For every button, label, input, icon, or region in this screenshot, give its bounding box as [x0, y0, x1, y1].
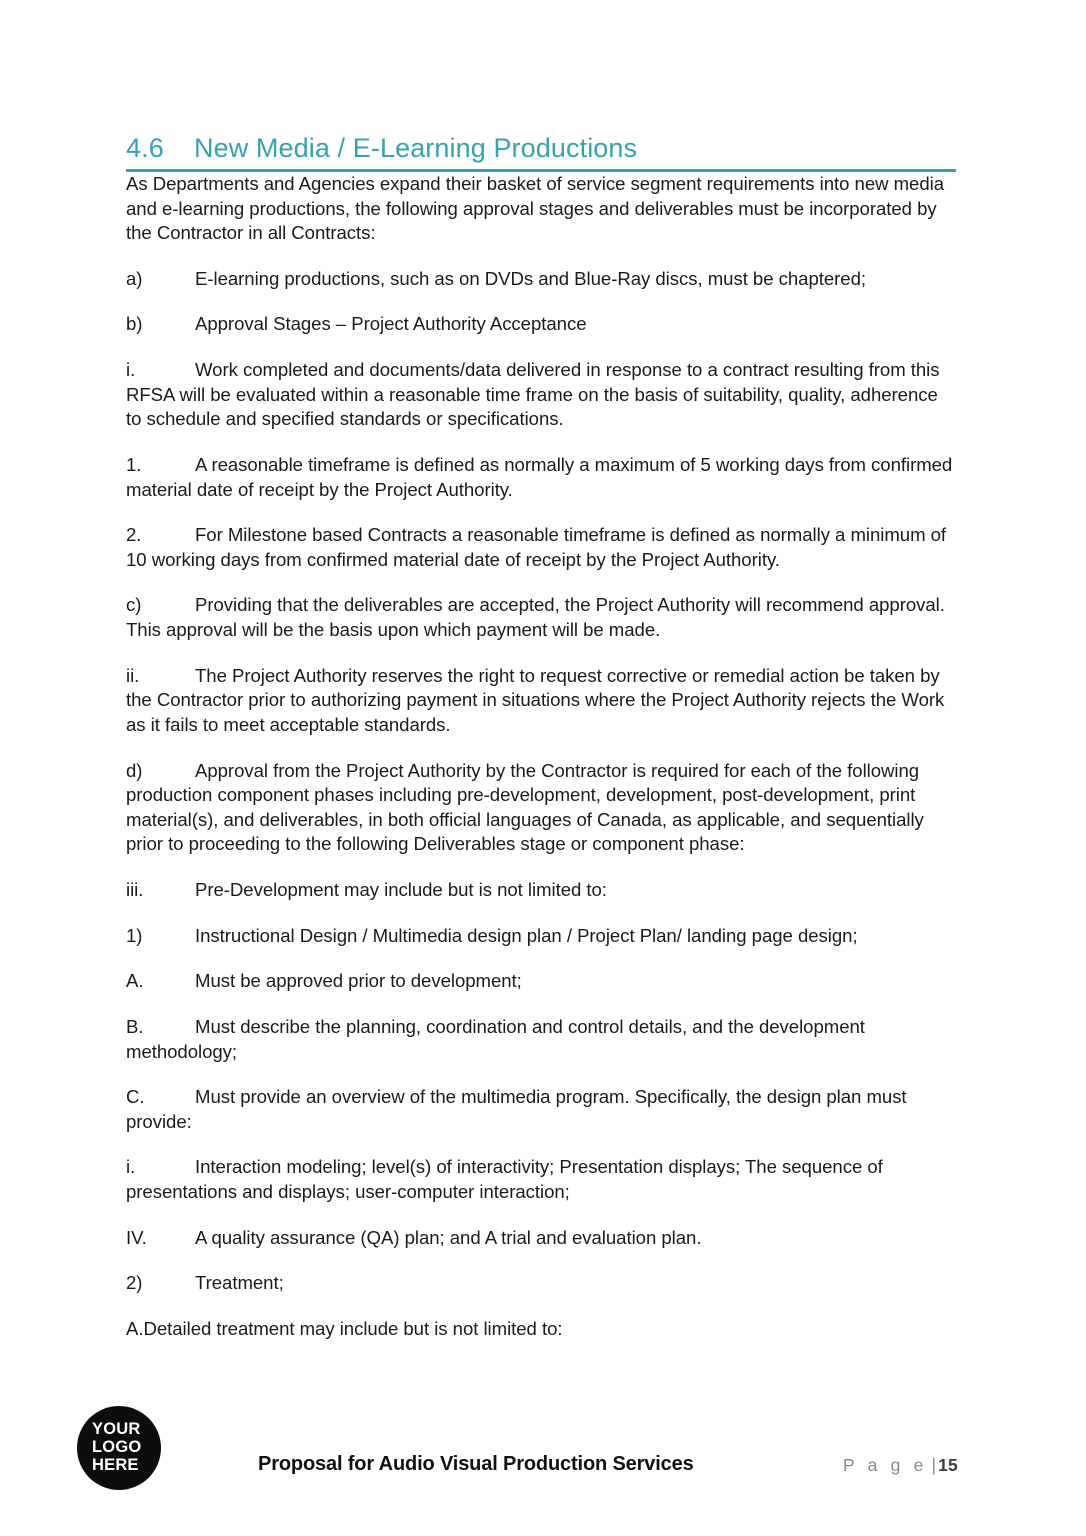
list-marker: 2.: [126, 524, 142, 546]
list-paragraph: [126, 1271, 956, 1296]
list-marker: C.: [126, 1086, 145, 1108]
section-number: 4.6: [126, 133, 164, 163]
logo-line-2: LOGO: [92, 1438, 142, 1457]
list-text: Approval Stages – Project Authority Acceptance: [195, 313, 587, 335]
list-paragraph: [126, 1317, 956, 1342]
list-paragraph: [126, 664, 956, 738]
list-marker: A.: [126, 970, 144, 992]
list-text: Approval from the Project Authority by the Contractor is required for each of the following production component phases including pre-development, development, post-development, print material(s), and deliverables, in both official languages of Canada, as applicable, and sequentially prior to proceeding to the following Deliverables stage or component phase:: [126, 759, 924, 855]
list-text: Interaction modeling; level(s) of interactivity; Presentation displays; The sequence of presentations and displays; user-computer interaction;: [126, 1156, 883, 1203]
list-paragraph: [126, 924, 956, 949]
list-marker: i.: [126, 1156, 136, 1178]
page-number-value: 15: [938, 1455, 958, 1475]
page-footer: [0, 1398, 1086, 1518]
list-paragraph: [126, 878, 956, 903]
list-paragraph: [126, 267, 956, 292]
page-label: P a g e: [843, 1455, 928, 1475]
list-marker: b): [126, 313, 143, 335]
list-text: Pre-Development may include but is not limited to:: [195, 879, 607, 901]
intro-paragraph: As Departments and Agencies expand their basket of service segment requirements into new media and e-learning productions, the following approval stages and deliverables must be incorporated by the Contractor in all Contracts:: [126, 172, 945, 244]
list-paragraph: [126, 312, 956, 337]
list-text: A quality assurance (QA) plan; and A trial and evaluation plan.: [195, 1226, 702, 1248]
list-marker: 1): [126, 924, 143, 946]
list-paragraph: [126, 523, 956, 572]
list-marker: i.: [126, 359, 136, 381]
list-marker: B.: [126, 1015, 144, 1037]
page-separator: |: [931, 1455, 937, 1475]
page-content: [126, 132, 956, 1360]
list-paragraph: [126, 759, 956, 858]
list-paragraph: [126, 1085, 956, 1134]
list-marker: c): [126, 594, 142, 616]
list-text: A reasonable timeframe is defined as normally a maximum of 5 working days from confirmed material date of receipt by the Project Authority.: [126, 453, 953, 500]
list-marker: 1.: [126, 453, 142, 475]
list-text: Must describe the planning, coordination and control details, and the development methodology;: [126, 1015, 865, 1062]
list-paragraph: [126, 593, 956, 642]
list-text: E-learning productions, such as on DVDs and Blue-Ray discs, must be chaptered;: [195, 267, 866, 289]
section-heading: [126, 132, 956, 164]
list-paragraph: [126, 1226, 956, 1251]
list-marker: iii.: [126, 879, 144, 901]
list-marker: A.: [126, 1317, 144, 1339]
numbered-item-list: [126, 267, 956, 1342]
list-marker: IV.: [126, 1226, 147, 1248]
list-text: The Project Authority reserves the right to request corrective or remedial action be taken by the Contractor prior to authorizing payment in situations where the Project Authority rejects the Work as it fails to meet acceptable standards.: [126, 664, 945, 735]
logo-placeholder: [77, 1406, 161, 1490]
list-text: Treatment;: [195, 1272, 284, 1294]
list-paragraph: [126, 358, 956, 432]
list-text: Must provide an overview of the multimedia program. Specifically, the design plan must provide:: [126, 1086, 907, 1132]
list-text: For Milestone based Contracts a reasonable timeframe is defined as normally a minimum of 10 working days from confirmed material date of receipt by the Project Authority.: [126, 524, 947, 570]
list-text: Detailed treatment may include but is not limited to:: [143, 1317, 563, 1339]
list-text: Instructional Design / Multimedia design plan / Project Plan/ landing page design;: [195, 924, 858, 946]
list-marker: 2): [126, 1272, 143, 1294]
footer-page-number: [843, 1455, 958, 1476]
logo-line-1: YOUR: [92, 1420, 141, 1439]
list-marker: a): [126, 267, 143, 289]
list-text: Work completed and documents/data delivered in response to a contract resulting from this RFSA will be evaluated within a reasonable time frame on the basis of suitability, quality, adherence to schedule and specified standards or specifications.: [126, 359, 940, 430]
list-paragraph: [126, 969, 956, 994]
footer-document-title: Proposal for Audio Visual Production Services: [258, 1453, 694, 1475]
list-paragraph: [126, 453, 956, 502]
list-paragraph: [126, 1015, 956, 1064]
list-text: Providing that the deliverables are accepted, the Project Authority will recommend approval. This approval will be the basis upon which payment will be made.: [126, 594, 945, 641]
list-marker: ii.: [126, 664, 140, 686]
list-paragraph: [126, 1155, 956, 1204]
logo-line-3: HERE: [92, 1455, 139, 1474]
section-title: New Media / E-Learning Productions: [194, 133, 638, 163]
list-marker: d): [126, 759, 143, 781]
list-text: Must be approved prior to development;: [195, 970, 522, 992]
